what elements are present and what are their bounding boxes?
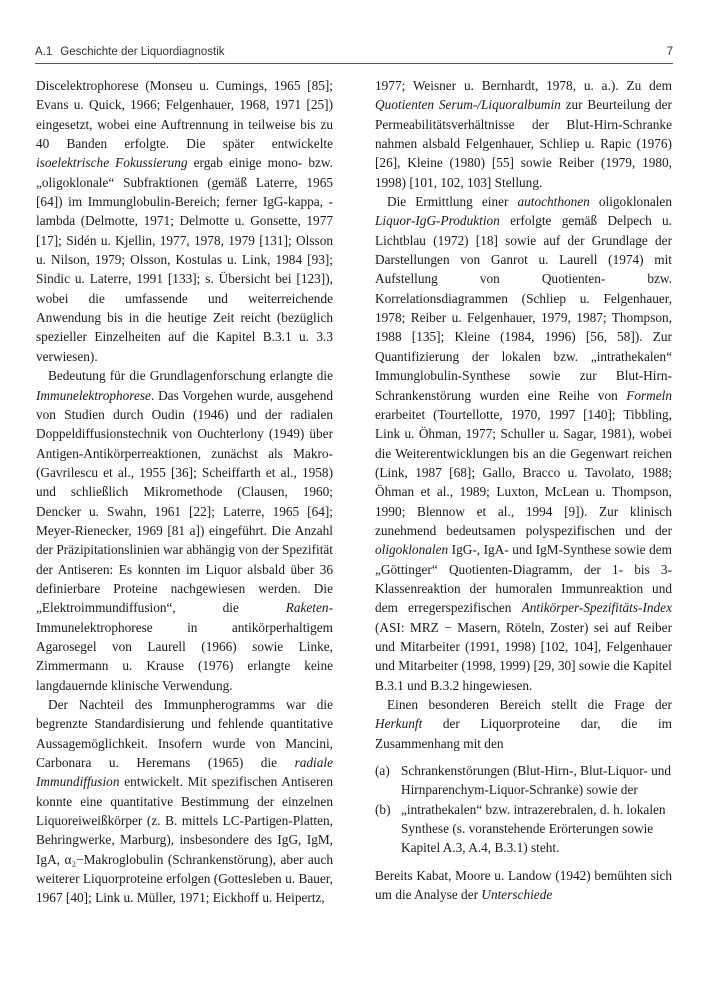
list-label: (a): [375, 763, 390, 779]
list-item: [375, 761, 672, 800]
emphasis: oligoklonalen: [375, 542, 449, 558]
paragraph: 1977; Weisner u. Bernhardt, 1978, u. a.). Zu dem Quotienten Serum-/Liquoralbumin zur Beurteilung der Permeabilitätsverhältnisse der Blut-Hirn-Schranke nahmen alsbald Felgenhauer, Schliep u. Rapic (1976) [26], Kleine (1980) [55] sowie Reiber (1979, 1980, 1998) [101, 102, 103] Stellung.: [375, 78, 672, 190]
paragraph: Bereits Kabat, Moore u. Landow (1942) bemühten sich um die Analyse der Unterschiede: [375, 867, 672, 903]
section-number: A.1: [35, 46, 53, 58]
emphasis: radiale Immundiffusion: [36, 755, 333, 790]
emphasis: Immunelektrophorese: [36, 387, 151, 403]
emphasis: Liquor-IgG-Produktion: [375, 213, 500, 229]
running-header-title: [35, 46, 225, 58]
emphasis: Antikörper-Spezifitäts-Index: [521, 600, 672, 616]
header-rule: [35, 63, 673, 64]
emphasis: Raketen: [285, 600, 329, 616]
emphasis: autochthonen: [517, 194, 590, 210]
emphasis: Unterschiede: [481, 887, 553, 903]
paragraph: Die Ermittlung einer autochthonen oligoklonalen Liquor-IgG-Produktion erfolgte gemäß Delpech u. Lichtblau (1972) [18] sowie auf der Grundlage der Darstellungen von Ganrot u. Laurell (1974) mit Aufstellung von Quotienten- bzw. Korrelationsdiagrammen (Schliep u. Felgenhauer, 1978; Reiber u. Felgenhauer, 1979, 1987; Thompson, 1988 [135]; Kleine (1984, 1996) [56, 58]). Zur Quantifizierung der lokalen bzw. „intrathekalen“ Immunglobulin-Synthese sowie zur Blut-Hirn-Schrankenstörung wurden eine Reihe von Formeln erarbeitet (Tourtellotte, 1970, 1997 [140]; Tibbling, Link u. Öhman, 1977; Schuller u. Sagar, 1981), wobei die Weiterentwicklungen bis an die Gegenwart reichen (Link, 1987 [68]; Gallo, Bracco u. Tavolato, 1988; Öhman et al., 1989; Luxton, McLean u. Thompson, 1990; Blennow et al., 1994 [9]). Zur klinisch zunehmend bedeutsamen polyspezifischen und der oligoklonalen IgG-, IgA- und IgM-Synthese sowie dem „Göttinger“ Quotienten-Diagramm, der 1- bis 3-Klassenreaktion der humoralen Immunreaktion und dem erregerspezifischen Antikörper-Spezifitäts-Index (ASI: MRZ − Masern, Röteln, Zoster) sei auf Reiber und Mitarbeiter (1991, 1998) [102, 104], Felgenhauer und Mitarbeiter (1998, 1999) [29, 30] sowie die Kapitel B.3.1 und B.3.2 hingewiesen.: [375, 194, 672, 693]
running-header: [35, 46, 673, 64]
paragraph: Der Nachteil des Immunpherogramms war die begrenzte Standardisierung und fehlende quantitative Aussagemöglichkeit. Insofern wurde von Mancini, Carbonara u. Heremans (1965) die radiale Immundiffusion entwickelt. Mit spezifischen Antiseren konnte eine quantitative Bestimmung der einzelnen Liquoreiweißkörper (z. B. mittels LC-Partigen-Platten, Behringwerke, Marburg), insbesondere des IgG, IgM, IgA, α₂−Makroglobulin (Schrankenstörung), aber auch weiterer Liquorproteine erfolgen (Gottesleben u. Bauer, 1967 [40]; Link u. Müller, 1971; Eickhoff u. Heipertz,: [36, 697, 333, 906]
emphasis: isoelektrische Fokussierung: [36, 155, 188, 171]
paragraph: Bedeutung für die Grundlagenforschung erlangte die Immunelektrophorese. Das Vorgehen wurde, ausgehend von Studien durch Oudin (1946) und der radialen Doppeldiffusionstechnik von Ouchterlony (1949) über Antigen-Antikörperreaktionen, zunächst als Makro- (Gavrilescu et al., 1955 [36]; Scheiffarth et al., 1958) und schließlich Mikromethode (Clausen, 1960; Dencker u. Swahn, 1961 [22]; Laterre, 1965 [64]; Meyer-Rienecker, 1969 [81 a]) eingeführt. Die Anzahl der Präzipitationslinien war abhängig von der Spezifität der Antiseren: Es konnten im Liquor alsbald über 36 definierbare Proteine nachgewiesen werden. Die „Elektroimmundiffusion“, die Raketen-Immunelektrophorese in antikörperhaltigem Agarosegel von Laurell (1966) sowie Linke, Zimmermann u. Krause (1976) erlangte keine langdauernde klinische Verwendung.: [36, 368, 333, 693]
list-label: (b): [375, 801, 391, 817]
paragraph: Discelektrophorese (Monseu u. Cumings, 1965 [85]; Evans u. Quick, 1966; Felgenhauer, 1968, 1971 [25]) eingesetzt, wobei eine Auftrennung in teilweise bis zu 40 Banden erfolgte. Die später entwickelte isoelektrische Fokussierung ergab einige mono- bzw. „oligoklonale“ Subfraktionen (gemäß Laterre, 1965 [64]) im Immunglobulin-Bereich; ferner IgG-kappa, -lambda (Delmotte, 1971; Delmotte u. Gonsette, 1977 [17]; Sidén u. Kjellin, 1977, 1978, 1979 [131]; Olsson u. Nilson, 1979; Olsson, Kostulas u. Link, 1984 [93]; Sindic u. Laterre, 1991 [133]; s. Übersicht bei [123]), wobei die umfassende und weiterreichende Anwendung bis in die heutige Zeit reicht (bezüglich spezieller Einzelheiten auf die Kapitel B.3.1 u. 3.3 verwiesen).: [36, 78, 333, 364]
left-column: [36, 76, 333, 908]
list-item: [375, 800, 672, 858]
emphasis: Herkunft: [375, 716, 423, 732]
chapter-title: Geschichte der Liquordiagnostik: [60, 46, 225, 58]
emphasis: Quotienten Serum-/Liquoralbumin: [375, 97, 561, 113]
right-column: [375, 76, 672, 904]
emphasis: Formeln: [626, 387, 672, 403]
list-text: „intrathekalen“ bzw. intrazerebralen, d. h. lokalen Synthese (s. voranstehende Erörterungen sowie Kapitel A.3, A.4, B.3.1) steht.: [401, 801, 666, 856]
page-number: 7: [666, 46, 673, 58]
paragraph: Einen besonderen Bereich stellt die Frage der Herkunft der Liquorproteine dar, die im Zusammenhang mit den: [375, 697, 672, 751]
list-text: Schrankenstörungen (Blut-Hirn-, Blut-Liquor- und Hirnparenchym-Liquor-Schranke) sowie der: [401, 763, 672, 798]
